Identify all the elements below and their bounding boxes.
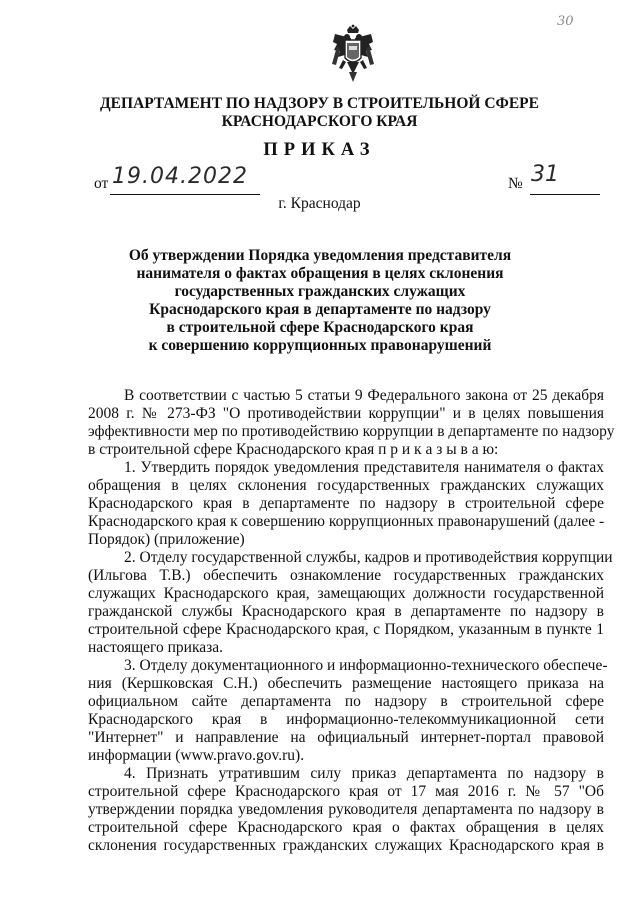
- order-title-line: нанимателя о фактах обращения в целях склонения: [136, 265, 504, 282]
- page-number: 30: [557, 14, 574, 29]
- order-title-line: в строительной сфере Краснодарского края: [166, 319, 474, 336]
- document-type-heading: ПРИКАЗ: [263, 140, 376, 160]
- order-title-line: к совершению коррупционных правонарушений: [148, 337, 492, 354]
- coat-of-arms-emblem: [331, 24, 375, 84]
- body-line: служащих Краснодарского края, замещающих должности государственной: [88, 585, 604, 602]
- city-line: г. Краснодар: [278, 195, 361, 212]
- body-text: [88, 387, 615, 855]
- body-line: В соответствии с частью 5 статьи 9 Федерального закона от 25 декабря: [124, 387, 604, 404]
- body-line: обращения в целях склонения государственных гражданских служащих: [88, 477, 604, 494]
- body-line: эффективности мер по противодействию коррупции в департаменте по надзору: [88, 423, 615, 440]
- body-line: строительной сфере Краснодарского края от 17 мая 2016 г. № 57 "Об: [88, 783, 604, 800]
- body-line: 3. Отделу документационного и информационно-технического обеспече-: [124, 657, 608, 674]
- body-line: официальном сайте департамента по надзору в строительной сфере: [88, 693, 604, 710]
- body-line: склонения государственных гражданских служащих Краснодарского края в: [88, 837, 604, 854]
- date-prefix: от: [94, 175, 109, 192]
- order-title-line: Об утверждении Порядка уведомления представителя: [128, 247, 512, 264]
- body-line: 2008 г. № 273-ФЗ "О противодействии коррупции" и в целях повышения: [88, 405, 604, 422]
- order-title-line: государственных гражданских служащих: [174, 283, 466, 300]
- body-line: строительной сфере Краснодарского края о фактах обращения в целях: [88, 819, 604, 836]
- body-line: Краснодарского края в информационно-телекоммуникационной сети: [88, 711, 604, 728]
- body-line: утверждении порядка уведомления руководителя департамента по надзору в: [88, 801, 604, 818]
- body-line: Краснодарского края к совершению коррупционных правонарушений (далее -: [88, 513, 605, 530]
- number-prefix: №: [508, 175, 523, 192]
- body-line: настоящего приказа.: [88, 639, 224, 656]
- body-line: "Интернет" и направление на официальный интернет-портал правовой: [88, 729, 604, 746]
- handwritten-number: 31: [531, 162, 559, 187]
- department-name-line2: КРАСНОДАРСКОГО КРАЯ: [221, 113, 418, 130]
- order-title-line: Краснодарского края в департаменте по надзору: [149, 301, 491, 318]
- body-line: Краснодарского края в департаменте по надзору в строительной сфере: [88, 495, 604, 512]
- body-line: гражданской службы Краснодарского края в департаменте по надзору в: [88, 603, 604, 620]
- body-line: (Ильгова Т.В.) обеспечить ознакомление государственных гражданских: [88, 567, 604, 584]
- body-line: 2. Отделу государственной службы, кадров и противодействия коррупции: [124, 549, 613, 566]
- body-line: ния (Кершковская С.Н.) обеспечить размещение настоящего приказа на: [88, 675, 604, 692]
- body-line: 1. Утвердить порядок уведомления представителя нанимателя о фактах: [124, 459, 604, 476]
- body-line: Порядок) (приложение): [88, 531, 245, 548]
- body-line: строительной сфере Краснодарского края, с Порядком, указанным в пункте 1: [88, 621, 604, 638]
- body-line: 4. Признать утратившим силу приказ департамента по надзору в: [124, 765, 604, 782]
- handwritten-date: 19.04.2022: [112, 164, 248, 189]
- body-line: информации (www.pravo.gov.ru).: [88, 747, 305, 764]
- body-line: в строительной сфере Краснодарского края п р и к а з ы в а ю:: [88, 441, 499, 458]
- department-name-line1: ДЕПАРТАМЕНТ ПО НАДЗОРУ В СТРОИТЕЛЬНОЙ СФЕРЕ: [100, 95, 539, 112]
